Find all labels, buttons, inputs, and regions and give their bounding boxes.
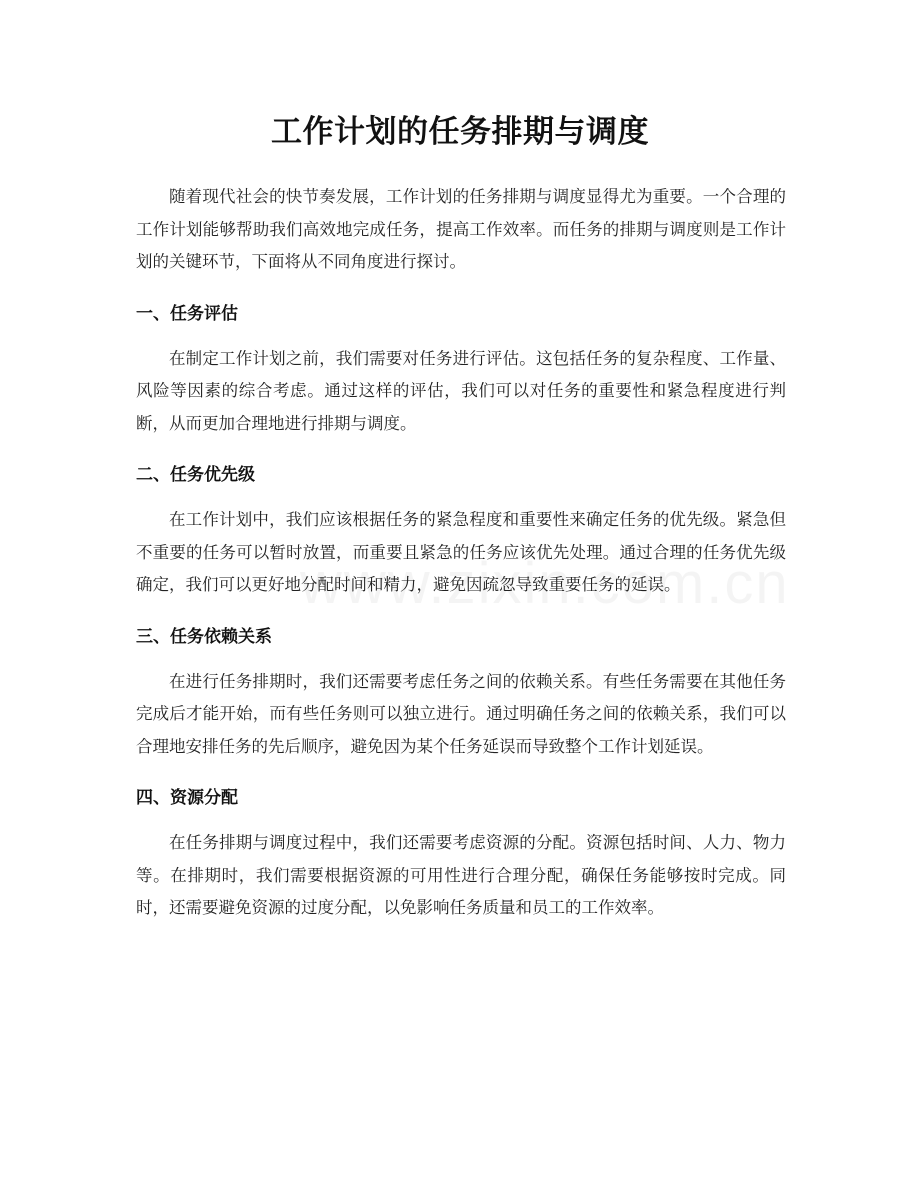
section-body-task-priority: 在工作计划中，我们应该根据任务的紧急程度和重要性来确定任务的优先级。紧急但不重要的任务可以暂时放置，而重要且紧急的任务应该优先处理。通过合理的任务优先级确定，我们可以更好地分配时间和精力，避免因疏忽导致重要任务的延误。	[136, 510, 786, 594]
section-body-resource-allocation: 在任务排期与调度过程中，我们还需要考虑资源的分配。资源包括时间、人力、物力等。在排期时，我们需要根据资源的可用性进行合理分配，确保任务能够按时完成。同时，还需要避免资源的过度分配，以免影响任务质量和员工的工作效率。	[136, 833, 786, 917]
section-heading-task-dependencies: 三、任务依赖关系	[136, 626, 272, 647]
section-body-task-dependencies: 在进行任务排期时，我们还需要考虑任务之间的依赖关系。有些任务需要在其他任务完成后才能开始，而有些任务则可以独立进行。通过明确任务之间的依赖关系，我们可以合理地安排任务的先后顺序，避免因为某个任务延误而导致整个工作计划延误。	[136, 671, 786, 756]
section-body-task-assessment: 在制定工作计划之前，我们需要对任务进行评估。这包括任务的复杂程度、工作量、风险等因素的综合考虑。通过这样的评估，我们可以对任务的重要性和紧急程度进行判断，从而更加合理地进行排期与调度。	[136, 348, 786, 433]
section-heading-task-assessment: 一、任务评估	[136, 303, 238, 324]
section-heading-resource-allocation: 四、资源分配	[136, 788, 238, 808]
intro-paragraph: 随着现代社会的快节奏发展，工作计划的任务排期与调度显得尤为重要。一个合理的工作计划能够帮助我们高效地完成任务，提高工作效率。而任务的排期与调度则是工作计划的关键环节，下面将从不同角度进行探讨。	[136, 187, 786, 271]
document-title: 工作计划的任务排期与调度	[271, 114, 649, 150]
document-body	[136, 181, 786, 925]
section-heading-task-priority: 二、任务优先级	[136, 465, 255, 485]
